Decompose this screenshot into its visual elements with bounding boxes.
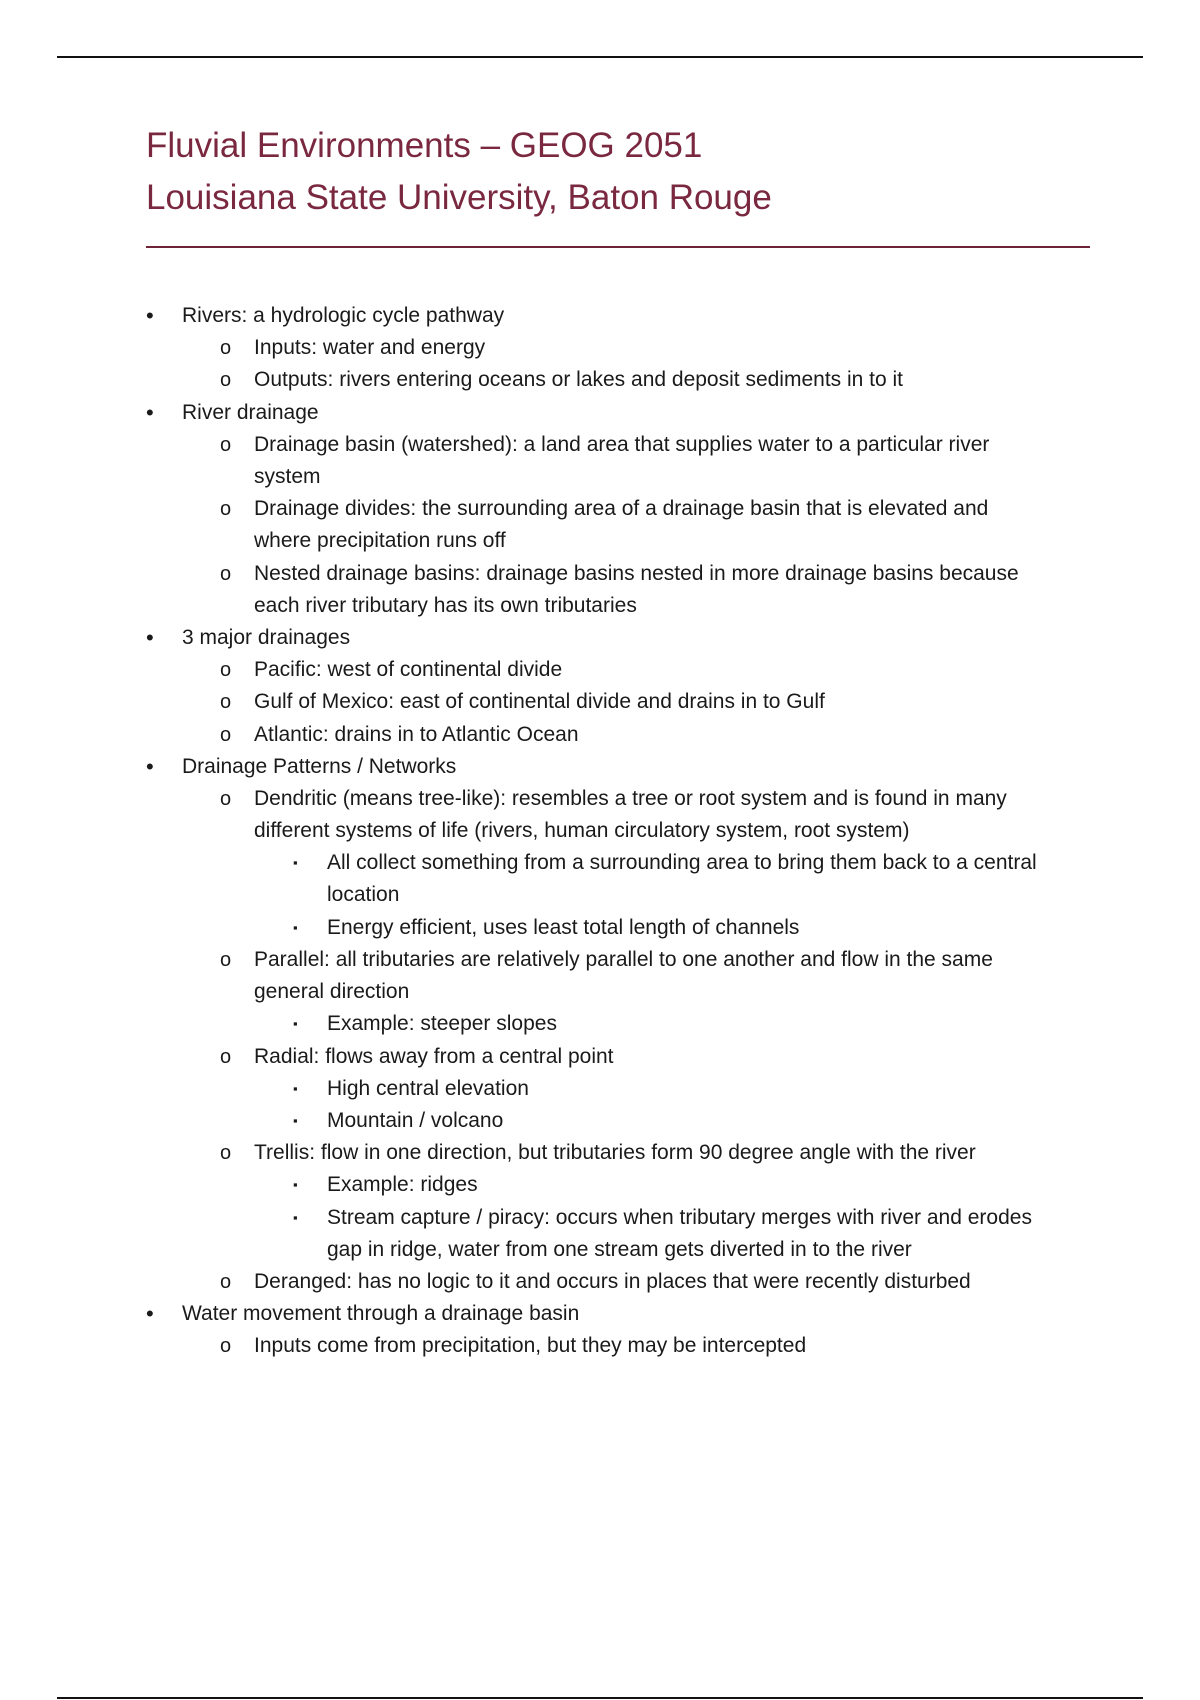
note-item-level3 — [293, 1073, 529, 1105]
note-text-continuation: general direction — [254, 980, 410, 1003]
university-title: Louisiana State University, Baton Rouge — [146, 178, 772, 217]
note-item-level2 — [220, 944, 993, 1008]
circle-bullet-icon: o — [220, 433, 232, 456]
note-item-level1 — [146, 397, 319, 429]
square-bullet-icon: ▪ — [293, 1177, 298, 1193]
circle-bullet-icon: o — [220, 498, 232, 521]
note-text-continuation: each river tributary has its own tributaries — [254, 593, 637, 617]
square-bullet-icon: ▪ — [293, 855, 298, 871]
note-item-level1 — [146, 1298, 580, 1330]
note-text: 3 major drainages — [182, 626, 351, 649]
note-item-level3 — [293, 1008, 557, 1040]
note-text: Example: steeper slopes — [327, 1012, 557, 1036]
square-bullet-icon: ▪ — [293, 919, 298, 935]
note-text: Example: ridges — [327, 1173, 478, 1197]
square-bullet-icon: ▪ — [293, 1113, 298, 1128]
note-text: High central elevation — [327, 1076, 529, 1100]
circle-bullet-icon: o — [220, 949, 232, 971]
note-item-level2 — [220, 332, 486, 364]
disc-bullet-icon: • — [146, 625, 154, 650]
square-bullet-icon: ▪ — [293, 1080, 298, 1096]
note-item-level3 — [293, 847, 1037, 911]
header-divider — [146, 246, 1090, 248]
note-text-continuation: different systems of life (rivers, human circulatory system, root system) — [254, 819, 910, 842]
note-text: Deranged: has no logic to it and occurs in places that were recently disturbed — [254, 1270, 971, 1293]
note-item-level3 — [293, 912, 800, 944]
note-item-level2 — [220, 493, 989, 557]
note-item-level2 — [220, 558, 1019, 622]
note-item-level3 — [293, 1169, 478, 1201]
note-text: Outputs: rivers entering oceans or lakes and deposit sediments in to it — [254, 368, 904, 392]
note-text-continuation: gap in ridge, water from one stream gets diverted in to the river — [327, 1237, 912, 1261]
disc-bullet-icon: • — [146, 1301, 154, 1327]
disc-bullet-icon: • — [146, 303, 154, 328]
square-bullet-icon: ▪ — [293, 1016, 298, 1032]
circle-bullet-icon: o — [220, 1045, 232, 1068]
note-text: Stream capture / piracy: occurs when tributary merges with river and erodes — [327, 1205, 1032, 1229]
note-text: Drainage Patterns / Networks — [182, 754, 457, 778]
page-bottom-rule — [57, 1697, 1143, 1699]
disc-bullet-icon: • — [146, 399, 154, 425]
note-text: Inputs: water and energy — [254, 336, 486, 360]
note-item-level2 — [220, 364, 904, 396]
circle-bullet-icon: o — [220, 1271, 232, 1293]
note-item-level2 — [220, 1266, 971, 1298]
note-item-level3 — [293, 1105, 504, 1137]
note-item-level2 — [220, 783, 1007, 847]
note-text: Gulf of Mexico: east of continental divide and drains in to Gulf — [254, 690, 825, 714]
note-text: Parallel: all tributaries are relatively parallel to one another and flow in the same — [254, 948, 993, 971]
note-item-level2 — [220, 1041, 614, 1073]
note-item-level2 — [220, 429, 990, 493]
note-text-continuation: system — [254, 464, 321, 488]
note-text: Energy efficient, uses least total length of channels — [327, 915, 800, 939]
note-text: Mountain / volcano — [327, 1109, 504, 1132]
note-item-level1 — [146, 751, 457, 783]
note-item-level2 — [220, 719, 579, 751]
note-item-level2 — [220, 654, 563, 686]
circle-bullet-icon: o — [220, 337, 232, 360]
circle-bullet-icon: o — [220, 1142, 232, 1165]
note-text: Pacific: west of continental divide — [254, 658, 563, 682]
note-text: Drainage divides: the surrounding area of a drainage basin that is elevated and — [254, 497, 989, 521]
circle-bullet-icon: o — [220, 691, 232, 714]
note-text: Rivers: a hydrologic cycle pathway — [182, 304, 505, 327]
note-item-level2 — [220, 1330, 807, 1362]
circle-bullet-icon: o — [220, 369, 232, 392]
note-text: Dendritic (means tree-like): resembles a tree or root system and is found in many — [254, 787, 1007, 810]
circle-bullet-icon: o — [220, 723, 232, 746]
note-item-level1 — [146, 622, 351, 654]
note-item-level2 — [220, 686, 825, 718]
note-text: Water movement through a drainage basin — [182, 1302, 580, 1326]
circle-bullet-icon: o — [220, 788, 232, 810]
note-text: Atlantic: drains in to Atlantic Ocean — [254, 722, 579, 746]
circle-bullet-icon: o — [220, 1335, 232, 1358]
note-text: Inputs come from precipitation, but they may be intercepted — [254, 1334, 807, 1358]
note-text: River drainage — [182, 400, 319, 424]
page-top-rule — [57, 56, 1143, 58]
circle-bullet-icon: o — [220, 659, 232, 682]
note-text: Nested drainage basins: drainage basins nested in more drainage basins because — [254, 561, 1019, 585]
note-item-level3 — [293, 1202, 1032, 1266]
course-title: Fluvial Environments – GEOG 2051 — [146, 126, 703, 165]
disc-bullet-icon: • — [146, 753, 154, 779]
note-text-continuation: location — [327, 883, 400, 907]
note-item-level2 — [220, 1137, 976, 1169]
document-header — [146, 120, 1090, 224]
note-text-continuation: where precipitation runs off — [254, 529, 506, 553]
note-text: All collect something from a surrounding area to bring them back to a central — [327, 851, 1037, 875]
note-item-level1 — [146, 300, 505, 332]
circle-bullet-icon: o — [220, 562, 232, 585]
note-text: Trellis: flow in one direction, but tributaries form 90 degree angle with the river — [254, 1141, 976, 1165]
note-text: Radial: flows away from a central point — [254, 1044, 614, 1068]
note-text: Drainage basin (watershed): a land area that supplies water to a particular river — [254, 432, 990, 456]
square-bullet-icon: ▪ — [293, 1209, 298, 1225]
